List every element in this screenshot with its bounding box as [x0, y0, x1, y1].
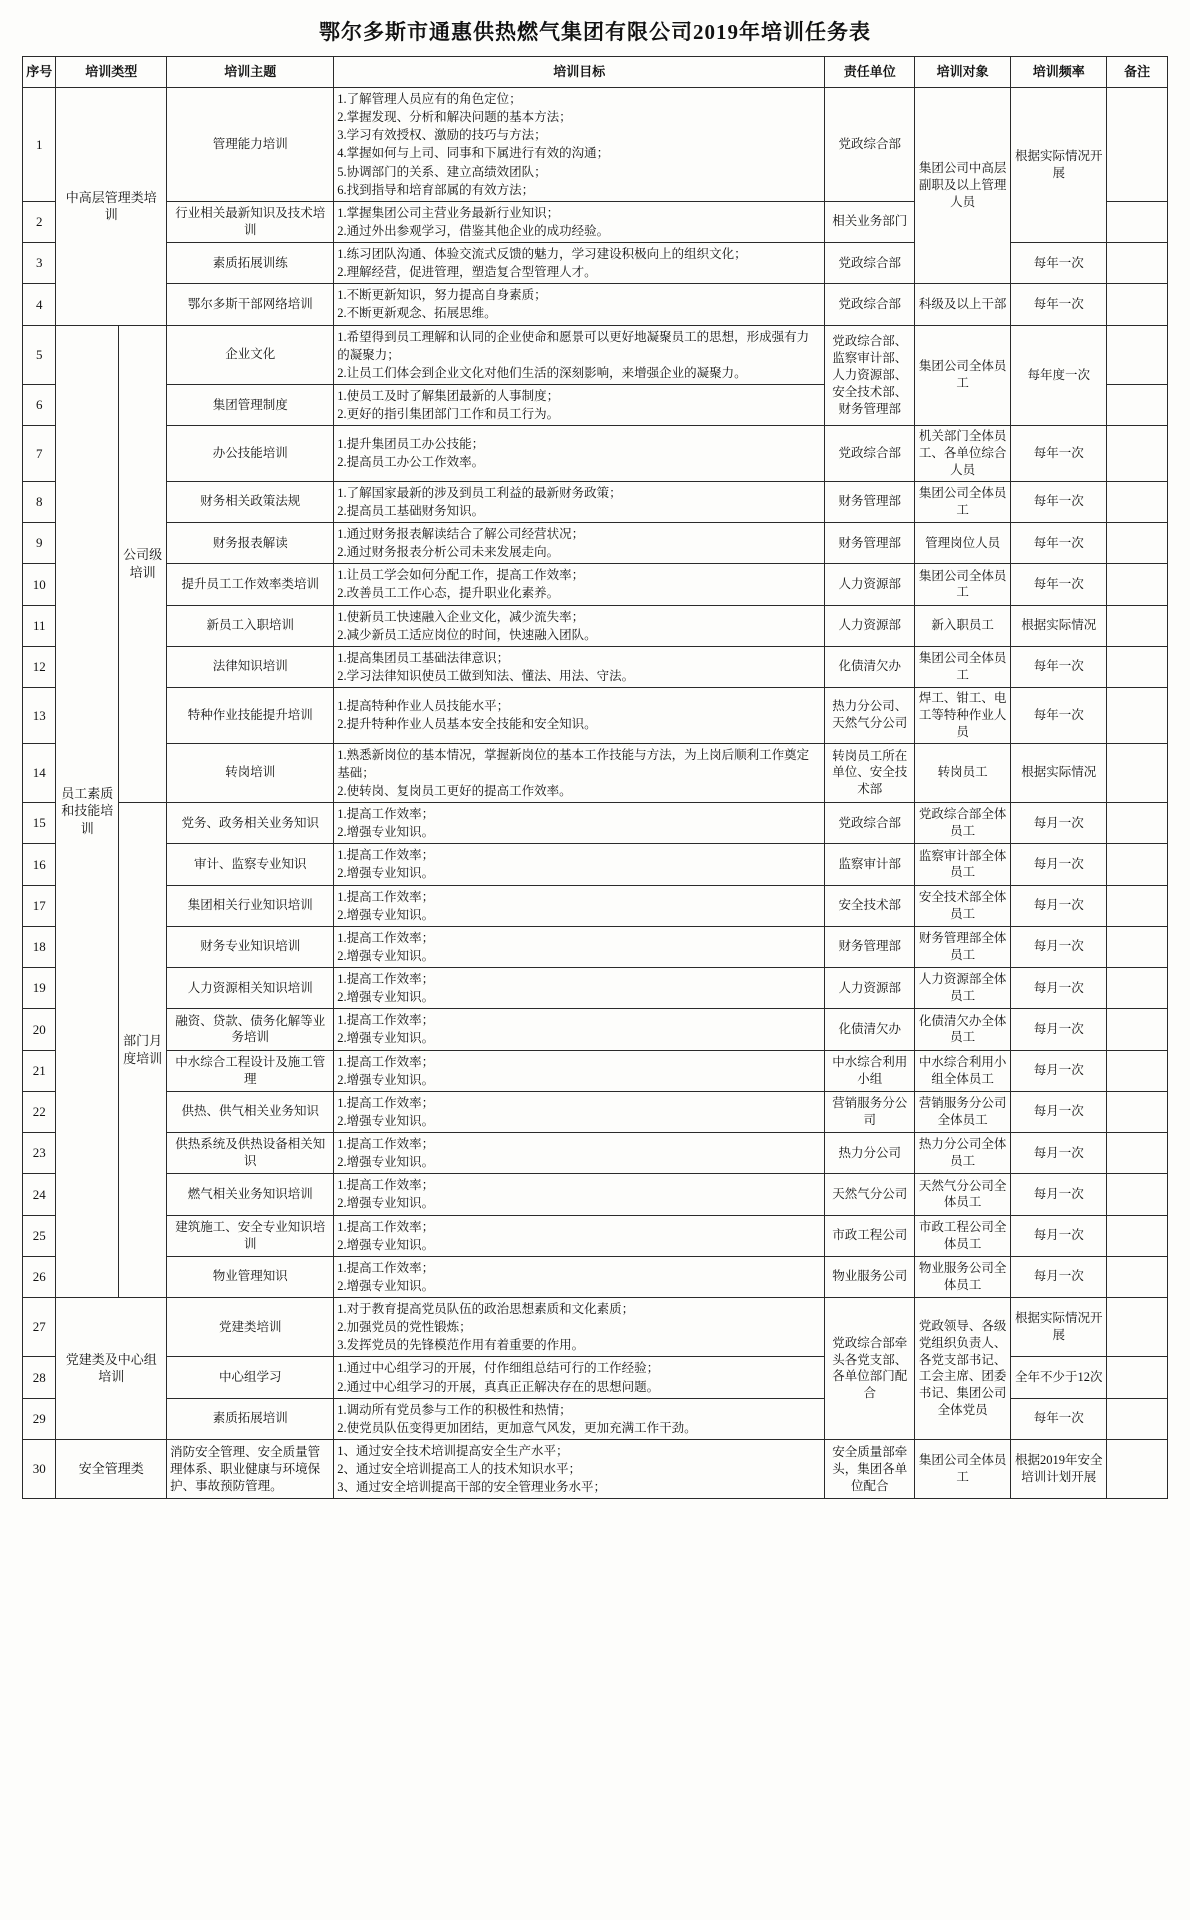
cell-topic: 财务相关政策法规: [167, 481, 334, 522]
cell-note: [1107, 1256, 1168, 1297]
cell-no: 18: [23, 926, 56, 967]
cell-goal: 1.提高工作效率； 2.增强专业知识。: [334, 1091, 825, 1132]
cell-dept: 党政综合部: [825, 88, 915, 202]
cell-goal: 1.了解国家最新的涉及到员工利益的最新财务政策； 2.提高员工基础财务知识。: [334, 481, 825, 522]
cell-category-sub: 部门月度培训: [119, 803, 167, 1298]
cell-note: [1107, 1174, 1168, 1215]
cell-audience: 安全技术部全体员工: [915, 885, 1011, 926]
table-header-row: [23, 57, 1168, 88]
cell-dept: 安全质量部牵头，集团各单位配合: [825, 1439, 915, 1498]
cell-note: [1107, 1091, 1168, 1132]
cell-frequency: 每年一次: [1011, 284, 1107, 325]
cell-frequency: 每年一次: [1011, 646, 1107, 687]
cell-audience: 机关部门全体员工、各单位综合人员: [915, 426, 1011, 482]
cell-audience: 天然气分公司全体员工: [915, 1174, 1011, 1215]
cell-goal: 1.提高工作效率； 2.增强专业知识。: [334, 926, 825, 967]
cell-no: 20: [23, 1009, 56, 1050]
cell-topic: 素质拓展培训: [167, 1398, 334, 1439]
cell-note: [1107, 1133, 1168, 1174]
cell-topic: 人力资源相关知识培训: [167, 968, 334, 1009]
cell-topic: 集团相关行业知识培训: [167, 885, 334, 926]
cell-no: 13: [23, 688, 56, 744]
table-row: [23, 1009, 1168, 1050]
cell-frequency: 每月一次: [1011, 1050, 1107, 1091]
table-row: [23, 426, 1168, 482]
cell-no: 11: [23, 605, 56, 646]
cell-frequency: 每月一次: [1011, 1009, 1107, 1050]
cell-topic: 管理能力培训: [167, 88, 334, 202]
table-row: [23, 1298, 1168, 1357]
cell-no: 19: [23, 968, 56, 1009]
cell-dept: 财务管理部: [825, 926, 915, 967]
cell-dept: 党政综合部: [825, 803, 915, 844]
col-header-frequency: 培训频率: [1011, 57, 1107, 88]
cell-topic: 燃气相关业务知识培训: [167, 1174, 334, 1215]
cell-note: [1107, 646, 1168, 687]
col-header-goal: 培训目标: [334, 57, 825, 88]
cell-category-sub: 公司级培训: [119, 325, 167, 803]
cell-goal: 1.掌握集团公司主营业务最新行业知识； 2.通过外出参观学习，借鉴其他企业的成功经验。: [334, 201, 825, 242]
cell-dept: 天然气分公司: [825, 1174, 915, 1215]
cell-topic: 财务专业知识培训: [167, 926, 334, 967]
cell-audience: 人力资源部全体员工: [915, 968, 1011, 1009]
cell-no: 28: [23, 1357, 56, 1398]
cell-goal: 1.提高工作效率； 2.增强专业知识。: [334, 1215, 825, 1256]
cell-topic: 法律知识培训: [167, 646, 334, 687]
cell-note: [1107, 688, 1168, 744]
table-row: [23, 523, 1168, 564]
cell-dept: 中水综合利用小组: [825, 1050, 915, 1091]
cell-frequency: 每年一次: [1011, 564, 1107, 605]
cell-frequency: 根据2019年安全培训计划开展: [1011, 1439, 1107, 1498]
cell-goal: 1.使新员工快速融入企业文化，减少流失率； 2.减少新员工适应岗位的时间，快速融入团队。: [334, 605, 825, 646]
cell-goal: 1.提高工作效率； 2.增强专业知识。: [334, 1256, 825, 1297]
cell-frequency: 每月一次: [1011, 926, 1107, 967]
cell-frequency: 根据实际情况: [1011, 743, 1107, 802]
cell-audience: 科级及以上干部: [915, 284, 1011, 325]
cell-no: 4: [23, 284, 56, 325]
table-row: [23, 844, 1168, 885]
cell-goal: 1.提高工作效率； 2.增强专业知识。: [334, 1050, 825, 1091]
cell-audience: 党政领导、各级党组织负责人、各党支部书记、工会主席、团委书记、集团公司全体党员: [915, 1298, 1011, 1440]
cell-note: [1107, 743, 1168, 802]
cell-goal: 1.通过财务报表解读结合了解公司经营状况； 2.通过财务报表分析公司未来发展走向。: [334, 523, 825, 564]
cell-note: [1107, 1050, 1168, 1091]
cell-goal: 1.通过中心组学习的开展，付作细组总结可行的工作经验； 2.通过中心组学习的开展，真真正正解决存在的思想问题。: [334, 1357, 825, 1398]
table-row: [23, 1133, 1168, 1174]
cell-dept: 财务管理部: [825, 523, 915, 564]
cell-frequency: 每年一次: [1011, 688, 1107, 744]
cell-audience: 监察审计部全体员工: [915, 844, 1011, 885]
cell-goal: 1.提高工作效率； 2.增强专业知识。: [334, 1009, 825, 1050]
cell-note: [1107, 1439, 1168, 1498]
cell-topic: 供热系统及供热设备相关知识: [167, 1133, 334, 1174]
cell-topic: 特种作业技能提升培训: [167, 688, 334, 744]
cell-note: [1107, 325, 1168, 384]
cell-audience: 集团公司全体员工: [915, 564, 1011, 605]
cell-topic: 提升员工工作效率类培训: [167, 564, 334, 605]
cell-dept: 党政综合部、监察审计部、人力资源部、安全技术部、财务管理部: [825, 325, 915, 426]
cell-audience: 市政工程公司全体员工: [915, 1215, 1011, 1256]
cell-topic: 鄂尔多斯干部网络培训: [167, 284, 334, 325]
cell-no: 26: [23, 1256, 56, 1297]
cell-note: [1107, 605, 1168, 646]
col-header-no: 序号: [23, 57, 56, 88]
col-header-dept: 责任单位: [825, 57, 915, 88]
cell-no: 6: [23, 384, 56, 425]
cell-no: 2: [23, 201, 56, 242]
table-row: [23, 926, 1168, 967]
cell-goal: 1.提高工作效率； 2.增强专业知识。: [334, 1174, 825, 1215]
cell-topic: 融资、贷款、债务化解等业务培训: [167, 1009, 334, 1050]
cell-dept: 相关业务部门: [825, 201, 915, 242]
cell-dept: 人力资源部: [825, 968, 915, 1009]
cell-goal: 1、通过安全技术培训提高安全生产水平； 2、通过安全培训提高工人的技术知识水平； 3、通过安全培训提高干部的安全管理业务水平；: [334, 1439, 825, 1498]
cell-dept: 党政综合部: [825, 284, 915, 325]
cell-no: 22: [23, 1091, 56, 1132]
cell-topic: 供热、供气相关业务知识: [167, 1091, 334, 1132]
cell-goal: 1.提升集团员工办公技能； 2.提高员工办公工作效率。: [334, 426, 825, 482]
cell-frequency: 根据实际情况开展: [1011, 88, 1107, 243]
cell-dept: 财务管理部: [825, 481, 915, 522]
cell-note: [1107, 885, 1168, 926]
cell-topic: 物业管理知识: [167, 1256, 334, 1297]
cell-goal: 1.让员工学会如何分配工作，提高工作效率； 2.改善员工工作心态，提升职业化素养。: [334, 564, 825, 605]
cell-goal: 1.了解管理人员应有的角色定位； 2.掌握发现、分析和解决问题的基本方法； 3.学习有效授权、激励的技巧与方法； 4.掌握如何与上司、同事和下属进行有效的沟通； 5.协调部门的关系、建立高绩效团队； 6.找到指导和培育部属的有效方法；: [334, 88, 825, 202]
cell-audience: 中水综合利用小组全体员工: [915, 1050, 1011, 1091]
cell-note: [1107, 426, 1168, 482]
table-row: [23, 1256, 1168, 1297]
cell-no: 1: [23, 88, 56, 202]
cell-frequency: 每月一次: [1011, 885, 1107, 926]
cell-frequency: 每年一次: [1011, 426, 1107, 482]
cell-category-group: 员工素质和技能培训: [56, 325, 119, 1298]
cell-frequency: 每月一次: [1011, 1091, 1107, 1132]
cell-note: [1107, 201, 1168, 242]
cell-topic: 企业文化: [167, 325, 334, 384]
cell-topic: 党建类培训: [167, 1298, 334, 1357]
cell-note: [1107, 523, 1168, 564]
cell-no: 27: [23, 1298, 56, 1357]
col-header-category: 培训类型: [56, 57, 167, 88]
cell-no: 5: [23, 325, 56, 384]
cell-audience: 焊工、钳工、电工等特种作业人员: [915, 688, 1011, 744]
table-row: [23, 1215, 1168, 1256]
cell-audience: 集团公司全体员工: [915, 325, 1011, 426]
cell-goal: 1.不断更新知识，努力提高自身素质； 2.不断更新观念、拓展思维。: [334, 284, 825, 325]
table-row: [23, 284, 1168, 325]
cell-audience: 财务管理部全体员工: [915, 926, 1011, 967]
table-row: [23, 803, 1168, 844]
cell-audience: 集团公司全体员工: [915, 481, 1011, 522]
cell-dept: 物业服务公司: [825, 1256, 915, 1297]
cell-topic: 行业相关最新知识及技术培训: [167, 201, 334, 242]
cell-frequency: 每年度一次: [1011, 325, 1107, 426]
cell-audience: 集团公司全体员工: [915, 1439, 1011, 1498]
cell-no: 9: [23, 523, 56, 564]
cell-note: [1107, 481, 1168, 522]
table-row: [23, 325, 1168, 384]
cell-topic: 消防安全管理、安全质量管理体系、职业健康与环境保护、事故预防管理。: [167, 1439, 334, 1498]
cell-no: 23: [23, 1133, 56, 1174]
cell-no: 30: [23, 1439, 56, 1498]
cell-dept: 党政综合部: [825, 426, 915, 482]
table-row: [23, 743, 1168, 802]
cell-topic: 集团管理制度: [167, 384, 334, 425]
cell-note: [1107, 384, 1168, 425]
cell-topic: 财务报表解读: [167, 523, 334, 564]
cell-topic: 中水综合工程设计及施工管理: [167, 1050, 334, 1091]
cell-audience: 转岗员工: [915, 743, 1011, 802]
table-row: [23, 88, 1168, 202]
cell-dept: 热力分公司、天然气分公司: [825, 688, 915, 744]
page-title: 鄂尔多斯市通惠供热燃气集团有限公司2019年培训任务表: [319, 20, 871, 44]
cell-category-group: 党建类及中心组培训: [56, 1298, 167, 1440]
cell-note: [1107, 1357, 1168, 1398]
cell-audience: 物业服务公司全体员工: [915, 1256, 1011, 1297]
cell-dept: 营销服务分公司: [825, 1091, 915, 1132]
cell-topic: 素质拓展训练: [167, 243, 334, 284]
cell-audience: 营销服务分公司全体员工: [915, 1091, 1011, 1132]
cell-goal: 1.调动所有党员参与工作的积极性和热情； 2.使党员队伍变得更加团结，更加意气风发，更加充满工作干劲。: [334, 1398, 825, 1439]
cell-frequency: 每月一次: [1011, 803, 1107, 844]
cell-topic: 党务、政务相关业务知识: [167, 803, 334, 844]
cell-audience: 新入职员工: [915, 605, 1011, 646]
cell-audience: 集团公司全体员工: [915, 646, 1011, 687]
cell-note: [1107, 1398, 1168, 1439]
cell-topic: 转岗培训: [167, 743, 334, 802]
cell-frequency: 每月一次: [1011, 1133, 1107, 1174]
cell-note: [1107, 284, 1168, 325]
cell-no: 24: [23, 1174, 56, 1215]
cell-frequency: 根据实际情况开展: [1011, 1298, 1107, 1357]
cell-dept: 化债清欠办: [825, 1009, 915, 1050]
cell-frequency: 每月一次: [1011, 844, 1107, 885]
cell-topic: 审计、监察专业知识: [167, 844, 334, 885]
cell-note: [1107, 968, 1168, 1009]
table-row: [23, 885, 1168, 926]
cell-goal: 1.提高工作效率； 2.增强专业知识。: [334, 968, 825, 1009]
cell-goal: 1.希望得到员工理解和认同的企业使命和愿景可以更好地凝聚员工的思想，形成强有力的凝聚力； 2.让员工们体会到企业文化对他们生活的深刻影响，来增强企业的凝聚力。: [334, 325, 825, 384]
cell-goal: 1.提高工作效率； 2.增强专业知识。: [334, 803, 825, 844]
table-row: [23, 688, 1168, 744]
cell-goal: 1.使员工及时了解集团最新的人事制度； 2.更好的指引集团部门工作和员工行为。: [334, 384, 825, 425]
cell-dept: 党政综合部牵头各党支部、各单位部门配合: [825, 1298, 915, 1440]
col-header-note: 备注: [1107, 57, 1168, 88]
cell-category-group: 中高层管理类培训: [56, 88, 167, 326]
cell-topic: 新员工入职培训: [167, 605, 334, 646]
cell-dept: 人力资源部: [825, 564, 915, 605]
cell-goal: 1.练习团队沟通、体验交流式反馈的魅力，学习建设积极向上的组织文化； 2.理解经营，促进管理，塑造复合型管理人才。: [334, 243, 825, 284]
cell-audience: 热力分公司全体员工: [915, 1133, 1011, 1174]
cell-frequency: 全年不少于12次: [1011, 1357, 1107, 1398]
cell-dept: 党政综合部: [825, 243, 915, 284]
cell-topic: 建筑施工、安全专业知识培训: [167, 1215, 334, 1256]
table-row: [23, 968, 1168, 1009]
cell-no: 17: [23, 885, 56, 926]
cell-frequency: 每年一次: [1011, 481, 1107, 522]
cell-no: 25: [23, 1215, 56, 1256]
cell-audience: 管理岗位人员: [915, 523, 1011, 564]
cell-dept: 转岗员工所在单位、安全技术部: [825, 743, 915, 802]
cell-no: 16: [23, 844, 56, 885]
cell-dept: 市政工程公司: [825, 1215, 915, 1256]
table-row: [23, 605, 1168, 646]
cell-audience: 化债清欠办全体员工: [915, 1009, 1011, 1050]
table-row: [23, 646, 1168, 687]
cell-audience: 集团公司中高层副职及以上管理人员: [915, 88, 1011, 284]
cell-dept: 人力资源部: [825, 605, 915, 646]
cell-no: 29: [23, 1398, 56, 1439]
cell-topic: 办公技能培训: [167, 426, 334, 482]
cell-frequency: 每月一次: [1011, 1256, 1107, 1297]
cell-note: [1107, 844, 1168, 885]
cell-category-group: 安全管理类: [56, 1439, 167, 1498]
table-row: [23, 1439, 1168, 1498]
cell-dept: 监察审计部: [825, 844, 915, 885]
training-task-table: [22, 56, 1168, 1499]
cell-goal: 1.对于教育提高党员队伍的政治思想素质和文化素质； 2.加强党员的党性锻炼； 3.发挥党员的先锋模范作用有着重要的作用。: [334, 1298, 825, 1357]
cell-no: 8: [23, 481, 56, 522]
cell-frequency: 根据实际情况: [1011, 605, 1107, 646]
cell-note: [1107, 926, 1168, 967]
cell-dept: 化债清欠办: [825, 646, 915, 687]
cell-no: 12: [23, 646, 56, 687]
cell-no: 14: [23, 743, 56, 802]
cell-no: 7: [23, 426, 56, 482]
cell-note: [1107, 564, 1168, 605]
cell-frequency: 每年一次: [1011, 523, 1107, 564]
cell-no: 15: [23, 803, 56, 844]
col-header-audience: 培训对象: [915, 57, 1011, 88]
cell-dept: 安全技术部: [825, 885, 915, 926]
cell-frequency: 每月一次: [1011, 1215, 1107, 1256]
cell-goal: 1.提高工作效率； 2.增强专业知识。: [334, 844, 825, 885]
table-body: [23, 88, 1168, 1499]
cell-frequency: 每年一次: [1011, 1398, 1107, 1439]
cell-no: 3: [23, 243, 56, 284]
table-row: [23, 564, 1168, 605]
cell-topic: 中心组学习: [167, 1357, 334, 1398]
cell-note: [1107, 1298, 1168, 1357]
cell-note: [1107, 88, 1168, 202]
cell-no: 10: [23, 564, 56, 605]
col-header-topic: 培训主题: [167, 57, 334, 88]
cell-dept: 热力分公司: [825, 1133, 915, 1174]
table-row: [23, 1050, 1168, 1091]
cell-note: [1107, 803, 1168, 844]
table-row: [23, 1091, 1168, 1132]
cell-goal: 1.提高特种作业人员技能水平； 2.提升特种作业人员基本安全技能和安全知识。: [334, 688, 825, 744]
cell-goal: 1.熟悉新岗位的基本情况，掌握新岗位的基本工作技能与方法，为上岗后顺利工作奠定基础； 2.使转岗、复岗员工更好的提高工作效率。: [334, 743, 825, 802]
cell-goal: 1.提高集团员工基础法律意识； 2.学习法律知识使员工做到知法、懂法、用法、守法。: [334, 646, 825, 687]
table-row: [23, 1174, 1168, 1215]
cell-frequency: 每月一次: [1011, 968, 1107, 1009]
cell-audience: 党政综合部全体员工: [915, 803, 1011, 844]
cell-frequency: 每年一次: [1011, 243, 1107, 284]
cell-frequency: 每月一次: [1011, 1174, 1107, 1215]
table-row: [23, 481, 1168, 522]
cell-no: 21: [23, 1050, 56, 1091]
cell-note: [1107, 1009, 1168, 1050]
cell-note: [1107, 1215, 1168, 1256]
cell-note: [1107, 243, 1168, 284]
cell-goal: 1.提高工作效率； 2.增强专业知识。: [334, 885, 825, 926]
cell-goal: 1.提高工作效率； 2.增强专业知识。: [334, 1133, 825, 1174]
